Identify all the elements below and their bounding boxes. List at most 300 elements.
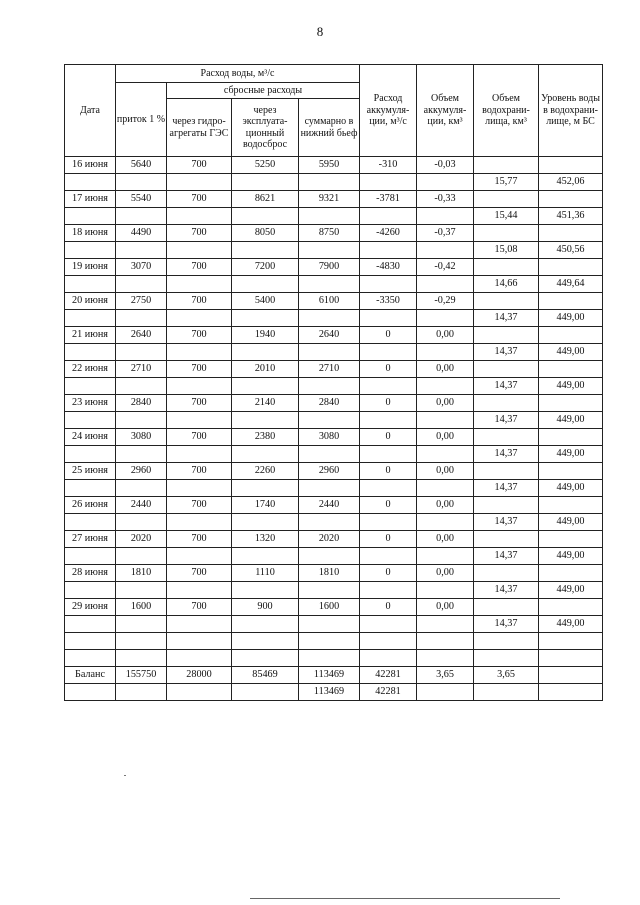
cell-empty <box>232 208 299 225</box>
cell-empty <box>116 276 167 293</box>
table-row <box>65 582 603 599</box>
cell-inflow: 5540 <box>116 191 167 208</box>
cell-empty <box>360 480 417 497</box>
cell-empty <box>65 514 116 531</box>
cell-empty <box>417 412 474 429</box>
cell-empty <box>232 616 299 633</box>
cell-spill: 1320 <box>232 531 299 548</box>
cell-res_vol: 14,66 <box>474 276 539 293</box>
cell-empty <box>539 497 603 514</box>
cell-empty <box>232 633 299 650</box>
cell-hpp: 700 <box>167 157 232 174</box>
cell-empty <box>116 242 167 259</box>
cell-acc_flow: 0 <box>360 463 417 480</box>
cell-empty <box>65 242 116 259</box>
cell-hpp: 700 <box>167 429 232 446</box>
cell-empty <box>116 616 167 633</box>
cell-empty <box>474 157 539 174</box>
balance-inflow: 155750 <box>116 667 167 684</box>
cell-acc_vol: -0,37 <box>417 225 474 242</box>
cell-level: 449,64 <box>539 276 603 293</box>
cell-level: 449,00 <box>539 514 603 531</box>
cell-acc_vol: 0,00 <box>417 463 474 480</box>
cell-empty <box>360 276 417 293</box>
cell-empty <box>299 616 360 633</box>
cell-res_vol: 14,37 <box>474 548 539 565</box>
cell-level: 449,00 <box>539 446 603 463</box>
cell-date: 18 июня <box>65 225 116 242</box>
cell-hpp: 700 <box>167 327 232 344</box>
cell-total: 2020 <box>299 531 360 548</box>
balance-hpp: 28000 <box>167 667 232 684</box>
cell-hpp: 700 <box>167 531 232 548</box>
balance-label: Баланс <box>65 667 116 684</box>
cell-empty <box>232 548 299 565</box>
cell-res_vol: 14,37 <box>474 378 539 395</box>
table-row <box>65 259 603 276</box>
cell-empty <box>474 565 539 582</box>
cell-empty <box>539 157 603 174</box>
cell-empty <box>116 378 167 395</box>
cell-empty <box>167 310 232 327</box>
header-reservoir-volume: Объем водохрани-лища, км³ <box>474 65 539 157</box>
cell-empty <box>299 650 360 667</box>
cell-level: 450,56 <box>539 242 603 259</box>
table-row <box>65 531 603 548</box>
cell-date: 21 июня <box>65 327 116 344</box>
header-inflow: приток 1 % <box>116 83 167 157</box>
header-via-hpp: через гидро-агрегаты ГЭС <box>167 99 232 157</box>
cell-res_vol: 14,37 <box>474 310 539 327</box>
cell-empty <box>474 599 539 616</box>
cell-empty <box>539 225 603 242</box>
cell-inflow: 2840 <box>116 395 167 412</box>
cell-empty <box>116 344 167 361</box>
cell-empty <box>360 548 417 565</box>
cell-inflow: 3070 <box>116 259 167 276</box>
cell-empty <box>65 480 116 497</box>
cell-empty <box>116 582 167 599</box>
cell-date: 23 июня <box>65 395 116 412</box>
header-discharges-group: сбросные расходы <box>167 83 360 99</box>
table-row <box>65 548 603 565</box>
extra-total: 113469 <box>299 684 360 701</box>
cell-level: 449,00 <box>539 310 603 327</box>
cell-acc_vol: 0,00 <box>417 429 474 446</box>
cell-hpp: 700 <box>167 191 232 208</box>
header-accumulation-flow: Расход аккумуля-ции, м³/с <box>360 65 417 157</box>
cell-level: 449,00 <box>539 582 603 599</box>
cell-empty <box>167 650 232 667</box>
cell-empty <box>232 378 299 395</box>
cell-acc_vol: 0,00 <box>417 395 474 412</box>
cell-total: 1600 <box>299 599 360 616</box>
cell-spill: 2380 <box>232 429 299 446</box>
cell-acc_flow: 0 <box>360 395 417 412</box>
cell-spill: 900 <box>232 599 299 616</box>
header-water-level: Уровень воды в водохрани-лище, м БС <box>539 65 603 157</box>
table-row <box>65 157 603 174</box>
cell-empty <box>232 174 299 191</box>
cell-acc_flow: -4830 <box>360 259 417 276</box>
cell-empty <box>360 582 417 599</box>
cell-empty <box>417 650 474 667</box>
cell-empty <box>539 191 603 208</box>
cell-empty <box>539 531 603 548</box>
cell-empty <box>232 582 299 599</box>
cell-empty <box>539 650 603 667</box>
cell-empty <box>232 242 299 259</box>
cell-total: 2960 <box>299 463 360 480</box>
cell-spill: 1940 <box>232 327 299 344</box>
cell-inflow: 4490 <box>116 225 167 242</box>
cell-empty <box>167 514 232 531</box>
cell-empty <box>474 225 539 242</box>
cell-empty <box>232 412 299 429</box>
cell-empty <box>116 650 167 667</box>
table-row <box>65 293 603 310</box>
cell-empty <box>65 174 116 191</box>
cell-empty <box>539 327 603 344</box>
cell-empty <box>539 599 603 616</box>
cell-empty <box>299 276 360 293</box>
cell-empty <box>167 344 232 361</box>
cell-acc_flow: -310 <box>360 157 417 174</box>
cell-empty <box>360 616 417 633</box>
cell-empty <box>65 378 116 395</box>
cell-acc_flow: 0 <box>360 361 417 378</box>
cell-total: 2640 <box>299 327 360 344</box>
cell-date: 26 июня <box>65 497 116 514</box>
cell-spill: 8621 <box>232 191 299 208</box>
cell-empty <box>417 310 474 327</box>
cell-empty <box>65 582 116 599</box>
cell-hpp: 700 <box>167 565 232 582</box>
cell-date: 22 июня <box>65 361 116 378</box>
cell-total: 2840 <box>299 395 360 412</box>
table-row <box>65 378 603 395</box>
cell-acc_flow: 0 <box>360 429 417 446</box>
cell-acc_vol: 0,00 <box>417 531 474 548</box>
cell-empty <box>116 633 167 650</box>
table-row <box>65 599 603 616</box>
cell-spill: 8050 <box>232 225 299 242</box>
cell-empty <box>65 548 116 565</box>
cell-total: 9321 <box>299 191 360 208</box>
cell-acc_vol: -0,33 <box>417 191 474 208</box>
cell-empty <box>417 242 474 259</box>
cell-empty <box>474 497 539 514</box>
cell-empty <box>417 582 474 599</box>
cell-empty <box>539 395 603 412</box>
cell-acc_flow: 0 <box>360 327 417 344</box>
cell-empty <box>116 684 167 701</box>
table-row <box>65 242 603 259</box>
cell-empty <box>417 276 474 293</box>
cell-empty <box>474 191 539 208</box>
cell-empty <box>417 684 474 701</box>
cell-empty <box>167 446 232 463</box>
cell-date: 19 июня <box>65 259 116 276</box>
cell-empty <box>360 412 417 429</box>
table-row <box>65 276 603 293</box>
cell-level: 449,00 <box>539 412 603 429</box>
cell-acc_vol: 0,00 <box>417 565 474 582</box>
cell-date: 16 июня <box>65 157 116 174</box>
cell-empty <box>474 361 539 378</box>
scan-speck <box>124 775 126 776</box>
cell-empty <box>167 174 232 191</box>
table-row <box>65 463 603 480</box>
table-row <box>65 395 603 412</box>
cell-empty <box>474 429 539 446</box>
table-row <box>65 225 603 242</box>
balance-row <box>65 667 603 684</box>
cell-empty <box>232 684 299 701</box>
table-row <box>65 446 603 463</box>
table-row <box>65 344 603 361</box>
cell-empty <box>474 684 539 701</box>
cell-res_vol: 14,37 <box>474 514 539 531</box>
header-total-tailwater: суммарно в нижний бьеф <box>299 99 360 157</box>
cell-empty <box>539 429 603 446</box>
cell-empty <box>167 633 232 650</box>
cell-res_vol: 15,44 <box>474 208 539 225</box>
cell-empty <box>116 480 167 497</box>
cell-empty <box>417 514 474 531</box>
cell-total: 8750 <box>299 225 360 242</box>
cell-spill: 1740 <box>232 497 299 514</box>
page-number: 8 <box>316 24 324 39</box>
cell-hpp: 700 <box>167 225 232 242</box>
table-row <box>65 616 603 633</box>
cell-empty <box>167 276 232 293</box>
cell-empty <box>167 480 232 497</box>
cell-total: 2440 <box>299 497 360 514</box>
cell-level: 449,00 <box>539 480 603 497</box>
table-row <box>65 429 603 446</box>
cell-empty <box>65 684 116 701</box>
cell-empty <box>539 293 603 310</box>
cell-empty <box>65 276 116 293</box>
cell-inflow: 2440 <box>116 497 167 514</box>
header-via-spillway: через эксплуата-ционный водосброс <box>232 99 299 157</box>
table-row <box>65 633 603 650</box>
cell-acc_vol: -0,42 <box>417 259 474 276</box>
cell-empty <box>360 633 417 650</box>
table-row <box>65 565 603 582</box>
cell-empty <box>299 242 360 259</box>
cell-empty <box>299 344 360 361</box>
cell-empty <box>474 650 539 667</box>
cell-spill: 7200 <box>232 259 299 276</box>
cell-empty <box>167 548 232 565</box>
cell-acc_vol: 0,00 <box>417 599 474 616</box>
cell-empty <box>299 378 360 395</box>
cell-res_vol: 14,37 <box>474 616 539 633</box>
table-row <box>65 412 603 429</box>
cell-inflow: 5640 <box>116 157 167 174</box>
cell-res_vol: 15,08 <box>474 242 539 259</box>
cell-empty <box>65 310 116 327</box>
cell-empty <box>299 582 360 599</box>
cell-empty <box>474 531 539 548</box>
cell-empty <box>299 514 360 531</box>
cell-empty <box>232 344 299 361</box>
cell-empty <box>417 446 474 463</box>
cell-empty <box>65 633 116 650</box>
balance-spill: 85469 <box>232 667 299 684</box>
cell-empty <box>232 446 299 463</box>
cell-spill: 5400 <box>232 293 299 310</box>
cell-acc_flow: -3350 <box>360 293 417 310</box>
cell-empty <box>474 633 539 650</box>
cell-inflow: 2960 <box>116 463 167 480</box>
cell-empty <box>299 480 360 497</box>
cell-acc_flow: -3781 <box>360 191 417 208</box>
cell-empty <box>299 412 360 429</box>
cell-empty <box>474 259 539 276</box>
cell-res_vol: 14,37 <box>474 344 539 361</box>
cell-empty <box>474 327 539 344</box>
cell-acc_vol: 0,00 <box>417 361 474 378</box>
cell-empty <box>167 616 232 633</box>
table-body <box>65 157 603 701</box>
cell-res_vol: 14,37 <box>474 582 539 599</box>
cell-empty <box>360 446 417 463</box>
cell-hpp: 700 <box>167 599 232 616</box>
cell-empty <box>299 633 360 650</box>
cell-total: 1810 <box>299 565 360 582</box>
cell-date: 28 июня <box>65 565 116 582</box>
cell-empty <box>360 208 417 225</box>
cell-empty <box>417 480 474 497</box>
cell-spill: 2140 <box>232 395 299 412</box>
cell-inflow: 2020 <box>116 531 167 548</box>
cell-empty <box>360 650 417 667</box>
cell-empty <box>116 174 167 191</box>
cell-empty <box>232 276 299 293</box>
cell-empty <box>65 616 116 633</box>
water-balance-table <box>64 64 603 701</box>
cell-empty <box>299 208 360 225</box>
cell-empty <box>474 463 539 480</box>
cell-total: 3080 <box>299 429 360 446</box>
cell-empty <box>116 548 167 565</box>
cell-level: 452,06 <box>539 174 603 191</box>
cell-date: 25 июня <box>65 463 116 480</box>
header-accumulation-volume: Объем аккумуля-ции, км³ <box>417 65 474 157</box>
cell-empty <box>116 310 167 327</box>
table-row <box>65 361 603 378</box>
cell-level: 449,00 <box>539 378 603 395</box>
balance-acc_vol: 3,65 <box>417 667 474 684</box>
cell-acc_vol: -0,29 <box>417 293 474 310</box>
table-row <box>65 650 603 667</box>
balance-acc_flow: 42281 <box>360 667 417 684</box>
cell-empty <box>417 616 474 633</box>
table-row <box>65 208 603 225</box>
cell-empty <box>360 242 417 259</box>
cell-empty <box>360 514 417 531</box>
cell-spill: 5250 <box>232 157 299 174</box>
cell-inflow: 1810 <box>116 565 167 582</box>
cell-empty <box>417 174 474 191</box>
table-row <box>65 191 603 208</box>
cell-empty <box>539 633 603 650</box>
cell-empty <box>65 650 116 667</box>
cell-acc_vol: -0,03 <box>417 157 474 174</box>
cell-empty <box>299 446 360 463</box>
cell-empty <box>299 310 360 327</box>
cell-empty <box>116 446 167 463</box>
extra-acc-flow: 42281 <box>360 684 417 701</box>
cell-total: 2710 <box>299 361 360 378</box>
cell-empty <box>116 412 167 429</box>
cell-empty <box>299 174 360 191</box>
cell-spill: 1110 <box>232 565 299 582</box>
cell-res_vol: 14,37 <box>474 412 539 429</box>
cell-empty <box>474 293 539 310</box>
table-row <box>65 310 603 327</box>
cell-empty <box>360 174 417 191</box>
cell-empty <box>299 548 360 565</box>
cell-empty <box>65 208 116 225</box>
cell-inflow: 2640 <box>116 327 167 344</box>
cell-res_vol: 15,77 <box>474 174 539 191</box>
cell-acc_flow: 0 <box>360 599 417 616</box>
cell-empty <box>539 463 603 480</box>
cell-empty <box>360 344 417 361</box>
cell-acc_flow: 0 <box>360 565 417 582</box>
table-row <box>65 174 603 191</box>
cell-empty <box>360 310 417 327</box>
cell-empty <box>232 650 299 667</box>
cell-empty <box>360 378 417 395</box>
cell-date: 29 июня <box>65 599 116 616</box>
cell-level: 449,00 <box>539 344 603 361</box>
cell-hpp: 700 <box>167 361 232 378</box>
cell-level: 449,00 <box>539 548 603 565</box>
cell-empty <box>65 412 116 429</box>
cell-empty <box>417 344 474 361</box>
cell-empty <box>539 684 603 701</box>
cell-acc_vol: 0,00 <box>417 497 474 514</box>
cell-res_vol: 14,37 <box>474 480 539 497</box>
balance-total: 113469 <box>299 667 360 684</box>
cell-empty <box>539 259 603 276</box>
cell-acc_flow: 0 <box>360 531 417 548</box>
cell-date: 27 июня <box>65 531 116 548</box>
cell-date: 20 июня <box>65 293 116 310</box>
cell-empty <box>417 633 474 650</box>
cell-inflow: 2750 <box>116 293 167 310</box>
cell-date: 17 июня <box>65 191 116 208</box>
cell-inflow: 1600 <box>116 599 167 616</box>
cell-level: 451,36 <box>539 208 603 225</box>
cell-empty <box>474 395 539 412</box>
table-row <box>65 480 603 497</box>
cell-empty <box>417 208 474 225</box>
cell-inflow: 2710 <box>116 361 167 378</box>
cell-hpp: 700 <box>167 293 232 310</box>
cell-level: 449,00 <box>539 616 603 633</box>
cell-date: 24 июня <box>65 429 116 446</box>
cell-acc_flow: 0 <box>360 497 417 514</box>
cell-acc_flow: -4260 <box>360 225 417 242</box>
cell-empty <box>232 310 299 327</box>
cell-empty <box>417 378 474 395</box>
